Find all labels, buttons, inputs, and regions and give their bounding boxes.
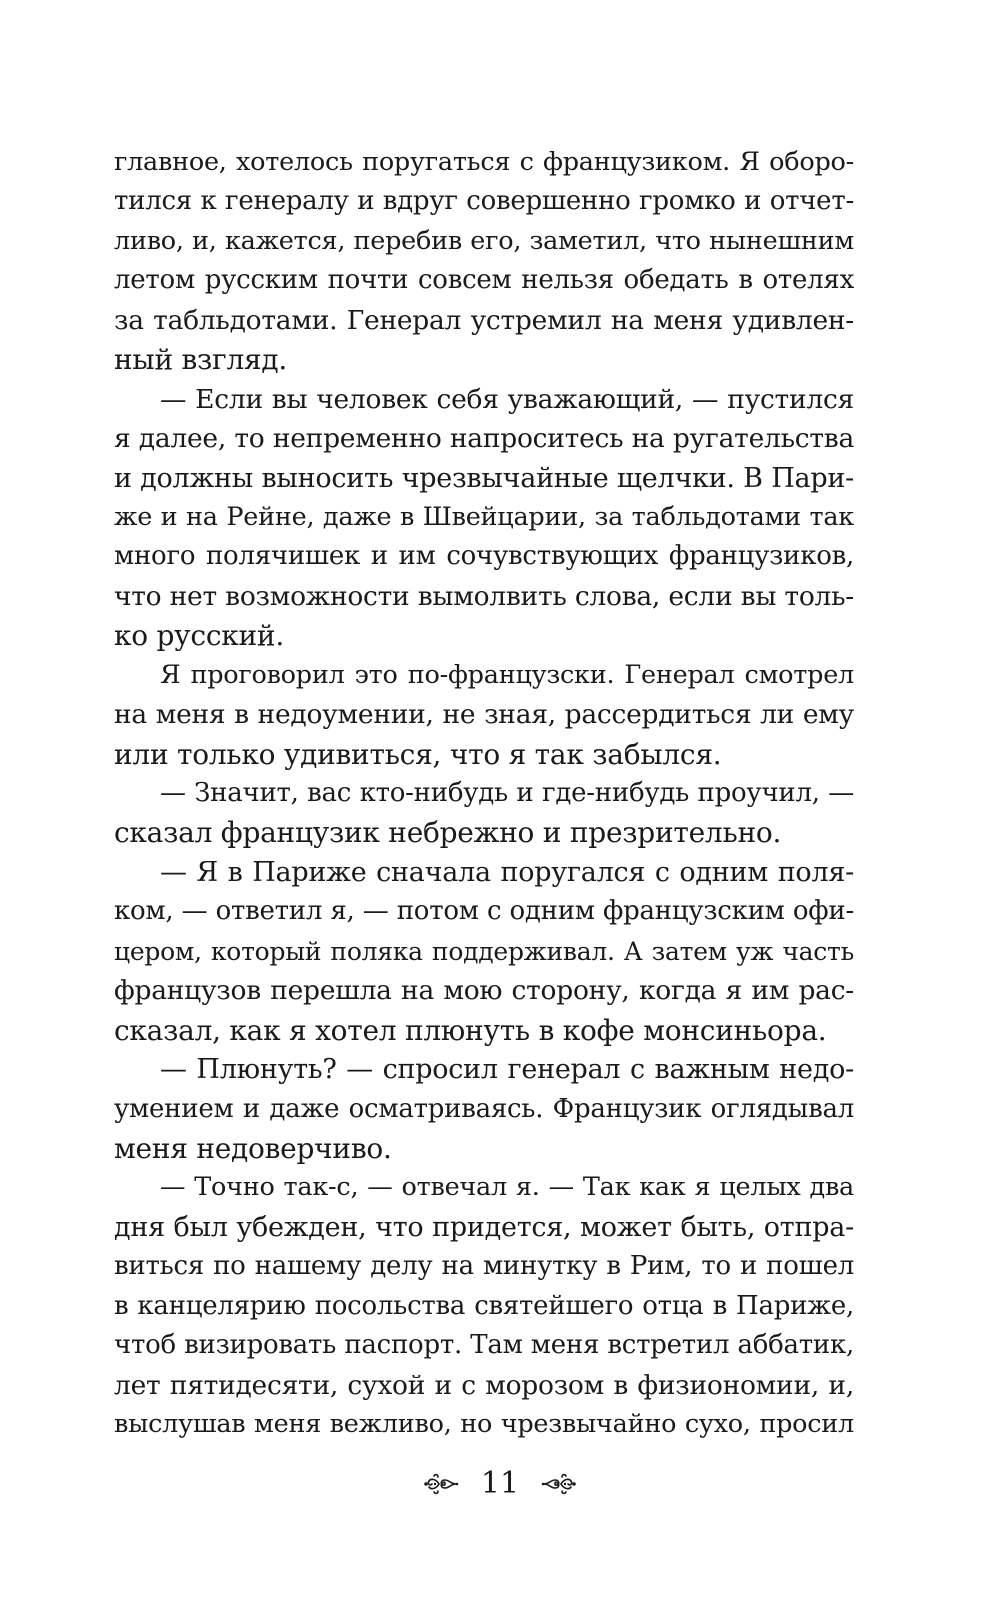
text-line: — Если вы человек себя уважающий, — пустился [160,383,854,415]
fleuron-left-icon [423,1471,459,1497]
text-line: Я проговорил это по-французски. Генерал смотрел [160,659,854,690]
text-line: — Значит, вас кто-нибудь и где-нибудь проучил, — [160,778,854,808]
text-line: виться по нашему делу на минутку в Рим, то и пошел [114,1251,854,1282]
text-line: на меня в недоумении, не зная, рассердиться ли ему [114,699,854,731]
text-line: лет пятидесяти, сухой и с морозом в физиономии, и, [114,1369,854,1401]
text-line: или только удивиться, что я так забылся. [114,737,722,771]
text-line: сказал, как я хотел плюнуть в кофе монсиньора. [114,1013,827,1047]
text-line: ливо, и, кажется, перебив его, заметил, что нынешним [114,225,854,256]
text-line: ко русский. [114,619,284,653]
text-line: ный взгляд. [114,343,288,377]
text-line: главное, хотелось поругаться с французиком. Я оборо- [114,147,854,177]
page-footer [0,1462,1000,1506]
text-line: летом русским почти совсем нельзя обедать в отелях [114,265,854,296]
text-line: выслушав меня вежливо, но чрезвычайно сухо, просил [114,1409,854,1439]
text-line: много полячишек и им сочувствующих французиков, [114,541,854,572]
text-line: в канцелярию посольства святейшего отца в Париже, [114,1290,854,1321]
text-line: — Точно так-с, — отвечал я. — Так как я целых два [160,1172,854,1203]
text-line: что нет возможности вымолвить слова, если вы толь- [114,580,854,612]
page-number: 11 [480,1466,520,1501]
text-line: цером, который поляка поддерживал. А затем уж часть [114,936,854,966]
text-line: дня был убежден, что придется, может быть, отпра- [114,1211,854,1243]
text-line: — Я в Париже сначала поругался с одним поля- [160,856,854,888]
text-line: — Плюнуть? — спросил генерал с важным недо- [160,1054,854,1086]
text-line: французов перешла на мою сторону, когда я им рас- [114,975,854,1007]
fleuron-right-icon [541,1471,577,1497]
text-line: за табльдотами. Генерал устремил на меня удивлен- [114,304,854,336]
text-line: же и на Рейне, даже в Швейцарии, за табльдотами так [114,501,854,532]
text-line: ком, — ответил я, — потом с одним французским офи- [114,896,854,927]
text-line: я далее, то непременно напроситесь на ругательства [114,423,854,455]
text-line: и должны выносить чрезвычайные щелчки. В Пари- [114,462,854,494]
page-text [114,143,854,1444]
text-line: тился к генералу и вдруг совершенно громко и отчет- [114,186,854,217]
text-line: чтоб визировать паспорт. Там меня встретил аббатик, [114,1330,854,1361]
text-line: умением и даже осматриваясь. Французик оглядывал [114,1093,854,1124]
text-line: сказал французик небрежно и презрительно. [114,816,782,850]
text-line: меня недоверчиво. [114,1131,392,1165]
